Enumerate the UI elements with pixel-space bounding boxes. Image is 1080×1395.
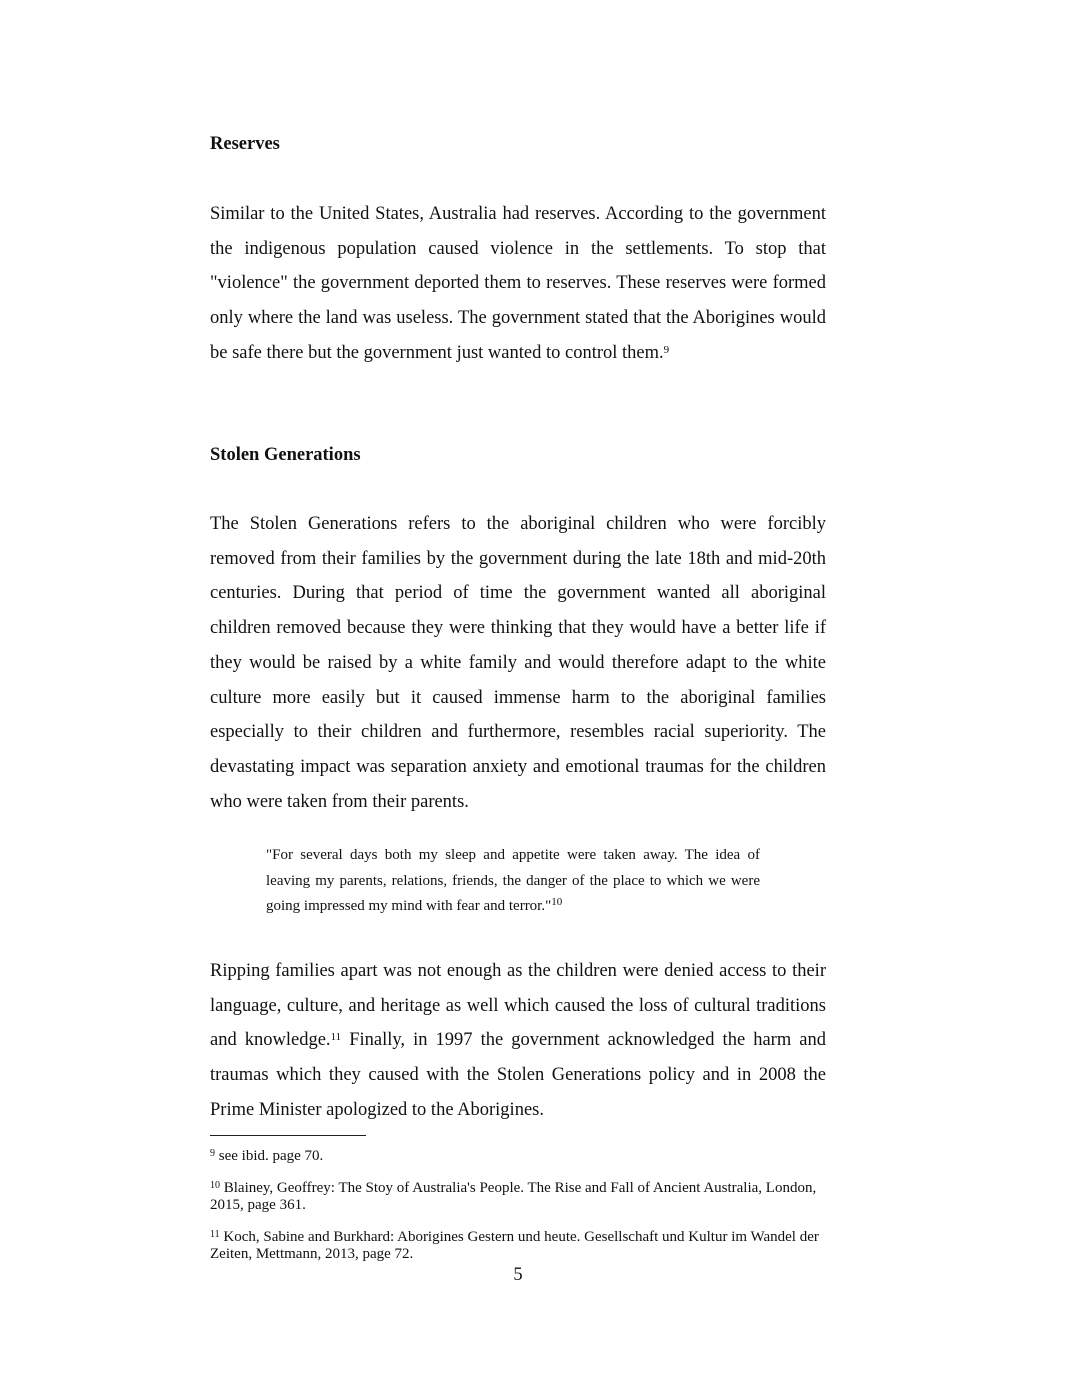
section-reserves <box>210 132 826 156</box>
paragraph-closing-part2: Finally, in 1997 the government acknowledged the harm and traumas which they caused with the Stolen Generations policy and in 2008 the Prime Minister apologized to the Aborigines. <box>210 1030 826 1120</box>
paragraph-closing <box>210 954 826 1128</box>
paragraph-reserves-wrap <box>210 197 826 371</box>
paragraph-stolen-wrap <box>210 507 826 819</box>
footnote-text: see ibid. page 70. <box>215 1148 324 1164</box>
footnote-number: 10 <box>210 1180 220 1191</box>
paragraph-reserves-text: Similar to the United States, Australia had reserves. According to the government the indigenous population caused violence in the settlements. To stop that "violence" the government deported them to reserves. These reserves were formed only where the land was useless. The government stated that the Aborigines would be safe there but the government just wanted to control them. <box>210 204 826 363</box>
paragraph-reserves <box>210 197 826 371</box>
heading-stolen-generations: Stolen Generations <box>210 445 361 465</box>
footnote-text: Blainey, Geoffrey: The Stoy of Australia's People. The Rise and Fall of Ancient Australia, London, 2015, page 361. <box>210 1180 817 1213</box>
paragraph-stolen-generations: The Stolen Generations refers to the aboriginal children who were forcibly removed from their families by the government during the late 18th and mid-20th centuries. During that period of time the government wanted all aboriginal children removed because they were thinking that they would have a better life if they would be raised by a white family and would therefore adapt to the white culture more easily but it caused immense harm to the aboriginal families especially to their children and furthermore, resembles racial superiority. The devastating impact was separation anxiety and emotional traumas for the children who were taken from their parents. <box>210 514 826 812</box>
paragraph-closing-part1: Ripping families apart was not enough as the children were denied access to their language, culture, and heritage as well which caused the loss of cultural traditions and knowledge. <box>210 961 826 1051</box>
footnote-number: 11 <box>210 1229 220 1240</box>
footnote-text: Koch, Sabine and Burkhard: Aborigines Gestern und heute. Gesellschaft und Kultur im Wandel der Zeiten, Mettmann, 2013, page 72. <box>210 1229 819 1262</box>
footnote-11 <box>210 1229 826 1263</box>
footnote-9 <box>210 1148 826 1165</box>
footnote-10 <box>210 1180 826 1214</box>
footnote-separator <box>210 1135 366 1136</box>
block-quote <box>266 843 760 920</box>
block-quote-text: "For several days both my sleep and appetite were taken away. The idea of leaving my parents, relations, friends, the danger of the place to which we were going impressed my mind with fear and terror." <box>266 847 760 914</box>
footnote-number: 9 <box>210 1148 215 1159</box>
heading-reserves: Reserves <box>210 134 280 154</box>
footnote-ref-10: 10 <box>551 896 563 908</box>
section-stolen-generations <box>210 443 826 467</box>
footnote-ref-9: 9 <box>663 343 670 356</box>
paragraph-closing-wrap <box>210 954 826 1128</box>
page-number: 5 <box>513 1265 523 1285</box>
footnote-ref-11: 11 <box>330 1031 342 1044</box>
